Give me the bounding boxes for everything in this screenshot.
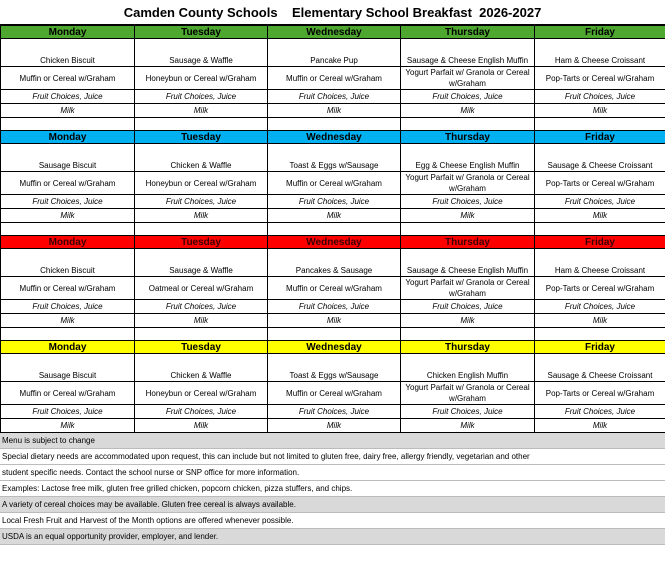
entree-cell: Ham & Cheese Croissant <box>535 39 665 67</box>
fruit-juice-cell: Fruit Choices, Juice <box>268 300 401 314</box>
alternate-cell: Pop-Tarts or Cereal w/Graham <box>535 277 665 300</box>
milk-cell: Milk <box>1 104 135 118</box>
entree-cell: Pancakes & Sausage <box>268 249 401 277</box>
menu-row-milk <box>1 209 665 223</box>
day-header-tuesday: Tuesday <box>135 131 268 144</box>
fruit-juice-cell: Fruit Choices, Juice <box>535 300 665 314</box>
alternate-cell: Muffin or Cereal w/Graham <box>1 382 135 405</box>
alternate-cell: Pop-Tarts or Cereal w/Graham <box>535 172 665 195</box>
entree-cell: Sausage Biscuit <box>1 354 135 382</box>
fruit-juice-cell: Fruit Choices, Juice <box>135 405 268 419</box>
entree-cell: Toast & Eggs w/Sausage <box>268 144 401 172</box>
alternate-cell: Honeybun or Cereal w/Graham <box>135 172 268 195</box>
day-header-friday: Friday <box>535 236 665 249</box>
milk-cell: Milk <box>401 104 535 118</box>
day-header-thursday: Thursday <box>401 131 535 144</box>
week-spacer <box>1 223 665 236</box>
week-header-row <box>1 131 665 144</box>
entree-cell: Sausage & Cheese English Muffin <box>401 39 535 67</box>
day-header-friday: Friday <box>535 341 665 354</box>
entree-cell: Sausage Biscuit <box>1 144 135 172</box>
milk-cell: Milk <box>135 419 268 433</box>
milk-cell: Milk <box>535 104 665 118</box>
note-line: USDA is an equal opportunity provider, employer, and lender. <box>0 529 665 545</box>
week-header-row <box>1 236 665 249</box>
week-header-row <box>1 341 665 354</box>
note-line: student specific needs. Contact the school nurse or SNP office for more information. <box>0 465 665 481</box>
menu-row-alternate <box>1 382 665 405</box>
spacer-cell <box>535 328 665 341</box>
milk-cell: Milk <box>535 314 665 328</box>
page-title: Camden County Schools Elementary School Breakfast 2026-2027 <box>0 0 665 25</box>
day-header-monday: Monday <box>1 236 135 249</box>
menu-row-fruit <box>1 195 665 209</box>
alternate-cell: Yogurt Parfait w/ Granola or Cereal w/Graham <box>401 67 535 90</box>
alternate-cell: Pop-Tarts or Cereal w/Graham <box>535 67 665 90</box>
fruit-juice-cell: Fruit Choices, Juice <box>1 300 135 314</box>
menu-row-alternate <box>1 67 665 90</box>
fruit-juice-cell: Fruit Choices, Juice <box>135 90 268 104</box>
menu-row-milk <box>1 314 665 328</box>
milk-cell: Milk <box>268 104 401 118</box>
fruit-juice-cell: Fruit Choices, Juice <box>135 195 268 209</box>
alternate-cell: Yogurt Parfait w/ Granola or Cereal w/Graham <box>401 172 535 195</box>
fruit-juice-cell: Fruit Choices, Juice <box>401 195 535 209</box>
milk-cell: Milk <box>135 209 268 223</box>
note-line: Examples: Lactose free milk, gluten free grilled chicken, popcorn chicken, pizza stuffers, and chips. <box>0 481 665 497</box>
week-spacer <box>1 118 665 131</box>
milk-cell: Milk <box>401 209 535 223</box>
milk-cell: Milk <box>268 314 401 328</box>
alternate-cell: Yogurt Parfait w/ Granola or Cereal w/Graham <box>401 277 535 300</box>
milk-cell: Milk <box>135 314 268 328</box>
spacer-cell <box>401 223 535 236</box>
fruit-juice-cell: Fruit Choices, Juice <box>268 405 401 419</box>
entree-cell: Sausage & Waffle <box>135 39 268 67</box>
fruit-juice-cell: Fruit Choices, Juice <box>268 90 401 104</box>
entree-cell: Chicken & Waffle <box>135 144 268 172</box>
day-header-monday: Monday <box>1 131 135 144</box>
milk-cell: Milk <box>535 419 665 433</box>
spacer-cell <box>135 223 268 236</box>
day-header-thursday: Thursday <box>401 236 535 249</box>
fruit-juice-cell: Fruit Choices, Juice <box>1 195 135 209</box>
fruit-juice-cell: Fruit Choices, Juice <box>135 300 268 314</box>
entree-cell: Toast & Eggs w/Sausage <box>268 354 401 382</box>
fruit-juice-cell: Fruit Choices, Juice <box>535 90 665 104</box>
day-header-friday: Friday <box>535 131 665 144</box>
fruit-juice-cell: Fruit Choices, Juice <box>535 405 665 419</box>
spacer-cell <box>401 118 535 131</box>
menu-table <box>0 25 665 433</box>
alternate-cell: Muffin or Cereal w/Graham <box>1 172 135 195</box>
spacer-cell <box>535 118 665 131</box>
day-header-thursday: Thursday <box>401 26 535 39</box>
menu-row-fruit <box>1 300 665 314</box>
note-line: A variety of cereal choices may be available. Gluten free cereal is always available. <box>0 497 665 513</box>
milk-cell: Milk <box>1 209 135 223</box>
day-header-thursday: Thursday <box>401 341 535 354</box>
alternate-cell: Muffin or Cereal w/Graham <box>268 67 401 90</box>
spacer-cell <box>401 328 535 341</box>
spacer-cell <box>535 223 665 236</box>
spacer-cell <box>1 118 135 131</box>
spacer-cell <box>268 223 401 236</box>
menu-row-entree <box>1 249 665 277</box>
entree-cell: Chicken Biscuit <box>1 249 135 277</box>
fruit-juice-cell: Fruit Choices, Juice <box>1 405 135 419</box>
alternate-cell: Muffin or Cereal w/Graham <box>268 172 401 195</box>
day-header-monday: Monday <box>1 341 135 354</box>
fruit-juice-cell: Fruit Choices, Juice <box>535 195 665 209</box>
spacer-cell <box>1 223 135 236</box>
fruit-juice-cell: Fruit Choices, Juice <box>1 90 135 104</box>
menu-row-alternate <box>1 277 665 300</box>
day-header-wednesday: Wednesday <box>268 131 401 144</box>
spacer-cell <box>268 118 401 131</box>
menu-row-entree <box>1 354 665 382</box>
alternate-cell: Pop-Tarts or Cereal w/Graham <box>535 382 665 405</box>
day-header-wednesday: Wednesday <box>268 26 401 39</box>
fruit-juice-cell: Fruit Choices, Juice <box>401 300 535 314</box>
menu-row-alternate <box>1 172 665 195</box>
entree-cell: Sausage & Cheese Croissant <box>535 144 665 172</box>
entree-cell: Ham & Cheese Croissant <box>535 249 665 277</box>
milk-cell: Milk <box>1 314 135 328</box>
spacer-cell <box>135 118 268 131</box>
menu-row-milk <box>1 104 665 118</box>
spacer-cell <box>268 328 401 341</box>
day-header-friday: Friday <box>535 26 665 39</box>
fruit-juice-cell: Fruit Choices, Juice <box>401 405 535 419</box>
week-spacer <box>1 328 665 341</box>
menu-row-entree <box>1 144 665 172</box>
entree-cell: Sausage & Cheese English Muffin <box>401 249 535 277</box>
day-header-monday: Monday <box>1 26 135 39</box>
milk-cell: Milk <box>1 419 135 433</box>
menu-row-fruit <box>1 405 665 419</box>
menu-row-milk <box>1 419 665 433</box>
alternate-cell: Muffin or Cereal w/Graham <box>1 67 135 90</box>
day-header-tuesday: Tuesday <box>135 236 268 249</box>
alternate-cell: Oatmeal or Cereal w/Graham <box>135 277 268 300</box>
menu-row-entree <box>1 39 665 67</box>
day-header-tuesday: Tuesday <box>135 26 268 39</box>
spacer-cell <box>135 328 268 341</box>
day-header-wednesday: Wednesday <box>268 341 401 354</box>
alternate-cell: Muffin or Cereal w/Graham <box>268 277 401 300</box>
alternate-cell: Honeybun or Cereal w/Graham <box>135 382 268 405</box>
alternate-cell: Muffin or Cereal w/Graham <box>1 277 135 300</box>
milk-cell: Milk <box>268 419 401 433</box>
spacer-cell <box>1 328 135 341</box>
entree-cell: Egg & Cheese English Muffin <box>401 144 535 172</box>
day-header-tuesday: Tuesday <box>135 341 268 354</box>
note-line: Local Fresh Fruit and Harvest of the Month options are offered whenever possible. <box>0 513 665 529</box>
milk-cell: Milk <box>535 209 665 223</box>
alternate-cell: Honeybun or Cereal w/Graham <box>135 67 268 90</box>
alternate-cell: Muffin or Cereal w/Graham <box>268 382 401 405</box>
fruit-juice-cell: Fruit Choices, Juice <box>401 90 535 104</box>
week-header-row <box>1 26 665 39</box>
entree-cell: Sausage & Cheese Croissant <box>535 354 665 382</box>
entree-cell: Chicken English Muffin <box>401 354 535 382</box>
milk-cell: Milk <box>401 419 535 433</box>
entree-cell: Chicken Biscuit <box>1 39 135 67</box>
entree-cell: Pancake Pup <box>268 39 401 67</box>
notes-section <box>0 433 665 545</box>
entree-cell: Chicken & Waffle <box>135 354 268 382</box>
note-line: Menu is subject to change <box>0 433 665 449</box>
note-line: Special dietary needs are accommodated upon request, this can include but not limited to gluten free, dairy free, allergy friendly, vegetarian and other <box>0 449 665 465</box>
alternate-cell: Yogurt Parfait w/ Granola or Cereal w/Graham <box>401 382 535 405</box>
milk-cell: Milk <box>401 314 535 328</box>
fruit-juice-cell: Fruit Choices, Juice <box>268 195 401 209</box>
entree-cell: Sausage & Waffle <box>135 249 268 277</box>
milk-cell: Milk <box>135 104 268 118</box>
menu-row-fruit <box>1 90 665 104</box>
day-header-wednesday: Wednesday <box>268 236 401 249</box>
milk-cell: Milk <box>268 209 401 223</box>
